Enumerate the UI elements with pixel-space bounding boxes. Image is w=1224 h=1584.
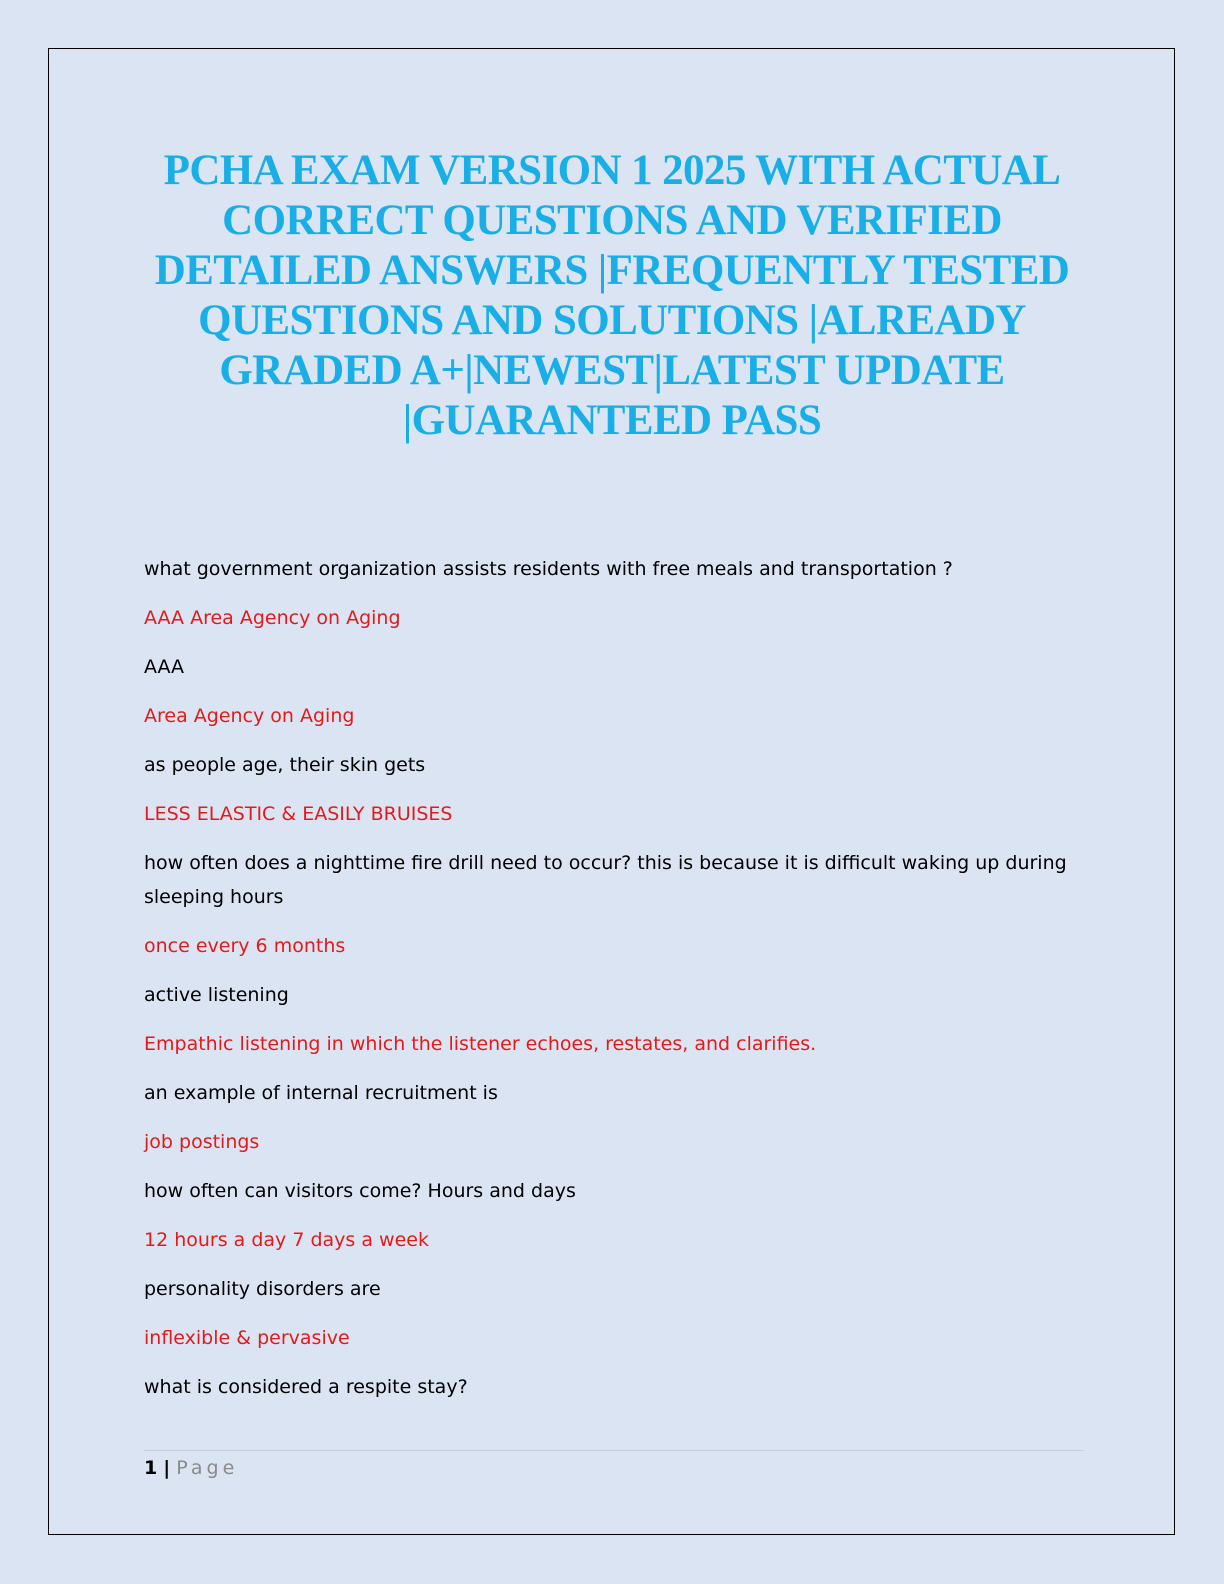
answer-6: job postings <box>144 1131 260 1153</box>
document-title: PCHA EXAM VERSION 1 2025 WITH ACTUAL CORRECT QUESTIONS AND VERIFIED DETAILED ANSWERS |FREQUENTLY TESTED QUESTIONS AND SOLUTIONS |ALREADY GRADED A+|NEWEST|LATEST UPDATE |GUARANTEED PASS <box>154 147 1070 444</box>
question-5: active listening <box>144 984 289 1006</box>
question-3: as people age, their skin gets <box>144 754 426 776</box>
question-2: AAA <box>144 656 185 678</box>
question-1: what government organization assists residents with free meals and transportation ? <box>144 558 953 580</box>
page-footer <box>144 1455 238 1481</box>
qa-list <box>144 552 1084 1419</box>
question-6: an example of internal recruitment is <box>144 1082 498 1104</box>
question-9: what is considered a respite stay? <box>144 1376 468 1398</box>
answer-5: Empathic listening in which the listener echoes, restates, and clarifies. <box>144 1033 817 1055</box>
footer-divider <box>144 1450 1084 1451</box>
answer-3: LESS ELASTIC & EASILY BRUISES <box>144 803 453 825</box>
page-label: Page <box>176 1457 239 1479</box>
answer-2: Area Agency on Aging <box>144 705 355 727</box>
answer-4: once every 6 months <box>144 935 346 957</box>
answer-1: AAA Area Agency on Aging <box>144 607 401 629</box>
answer-8: inflexible & pervasive <box>144 1327 350 1349</box>
page-number: 1 <box>144 1457 158 1479</box>
question-7: how often can visitors come? Hours and days <box>144 1180 576 1202</box>
answer-7: 12 hours a day 7 days a week <box>144 1229 429 1251</box>
question-8: personality disorders are <box>144 1278 381 1300</box>
footer-separator: | <box>163 1457 171 1479</box>
question-4: how often does a nighttime fire drill need to occur? this is because it is difficult waking up during sleeping hours <box>144 852 1067 908</box>
